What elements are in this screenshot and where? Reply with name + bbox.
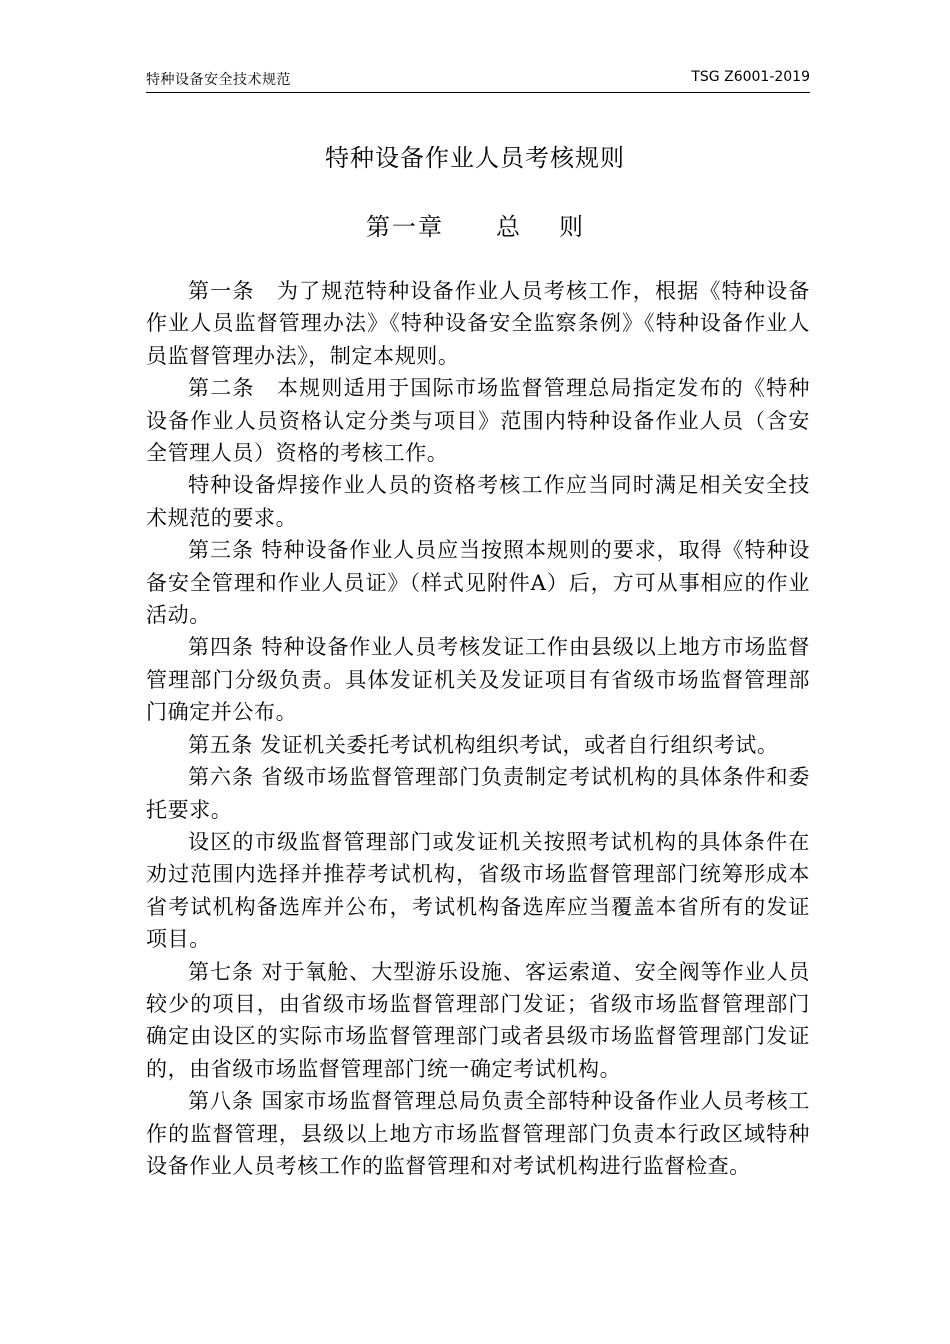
- header-standard-number: TSG Z6001-2019: [691, 69, 810, 85]
- article-6-clause: 设区的市级监督管理部门或发证机关按照考试机构的具体条件在劝过范围内选择并推荐考试机构，省级市场监督管理部门统筹形成本省考试机构备选库并公布，考试机构备选库应当覆盖本省所有的发证项目。: [146, 829, 810, 952]
- header-standard-category: 特种设备安全技术规范: [146, 72, 291, 88]
- article-2: 第二条 本规则适用于国际市场监督管理总局指定发布的《特种设备作业人员资格认定分类与项目》范围内特种设备作业人员（含安全管理人员）资格的考核工作。: [146, 376, 810, 466]
- article-8: 第八条 国家市场监督管理总局负责全部特种设备作业人员考核工作的监督管理，县级以上地方市场监督管理部门负责本行政区域特种设备作业人员考核工作的监督管理和对考试机构进行监督检查。: [146, 1089, 810, 1178]
- article-1: 第一条 为了规范特种设备作业人员考核工作，根据《特种设备作业人员监督管理办法》《特种设备安全监察条例》《特种设备作业人员监督管理办法》，制定本规则。: [146, 279, 810, 368]
- article-7: 第七条 对于氧舱、大型游乐设施、客运索道、安全阀等作业人员较少的项目，由省级市场监督管理部门发证；省级市场监督管理部门确定由设区的实际市场监督管理部门或者县级市场监督管理部门发证的，由省级市场监督管理部门统一确定考试机构。: [146, 959, 810, 1081]
- chapter-heading: [0, 207, 950, 241]
- chapter-name-part2: 则: [559, 213, 583, 241]
- chapter-number: 第一章: [366, 213, 444, 241]
- page-header: [146, 66, 810, 93]
- article-4: 第四条 特种设备作业人员考核发证工作由县级以上地方市场监督管理部门分级负责。具体发证机关及发证项目有省级市场监督管理部门确定并公布。: [146, 635, 810, 725]
- chapter-name-part1: 总: [496, 213, 520, 241]
- document-body: [146, 275, 810, 1182]
- article-3: 第三条 特种设备作业人员应当按照本规则的要求，取得《特种设备安全管理和作业人员证》（样式见附件A）后，方可从事相应的作业活动。: [146, 538, 810, 628]
- document-title: 特种设备作业人员考核规则: [325, 144, 625, 172]
- article-6: 第六条 省级市场监督管理部门负责制定考试机构的具体条件和委托要求。: [146, 765, 810, 822]
- article-5: 第五条 发证机关委托考试机构组织考试，或者自行组织考试。: [188, 732, 779, 757]
- article-2-clause: 特种设备焊接作业人员的资格考核工作应当同时满足相关安全技术规范的要求。: [146, 473, 810, 530]
